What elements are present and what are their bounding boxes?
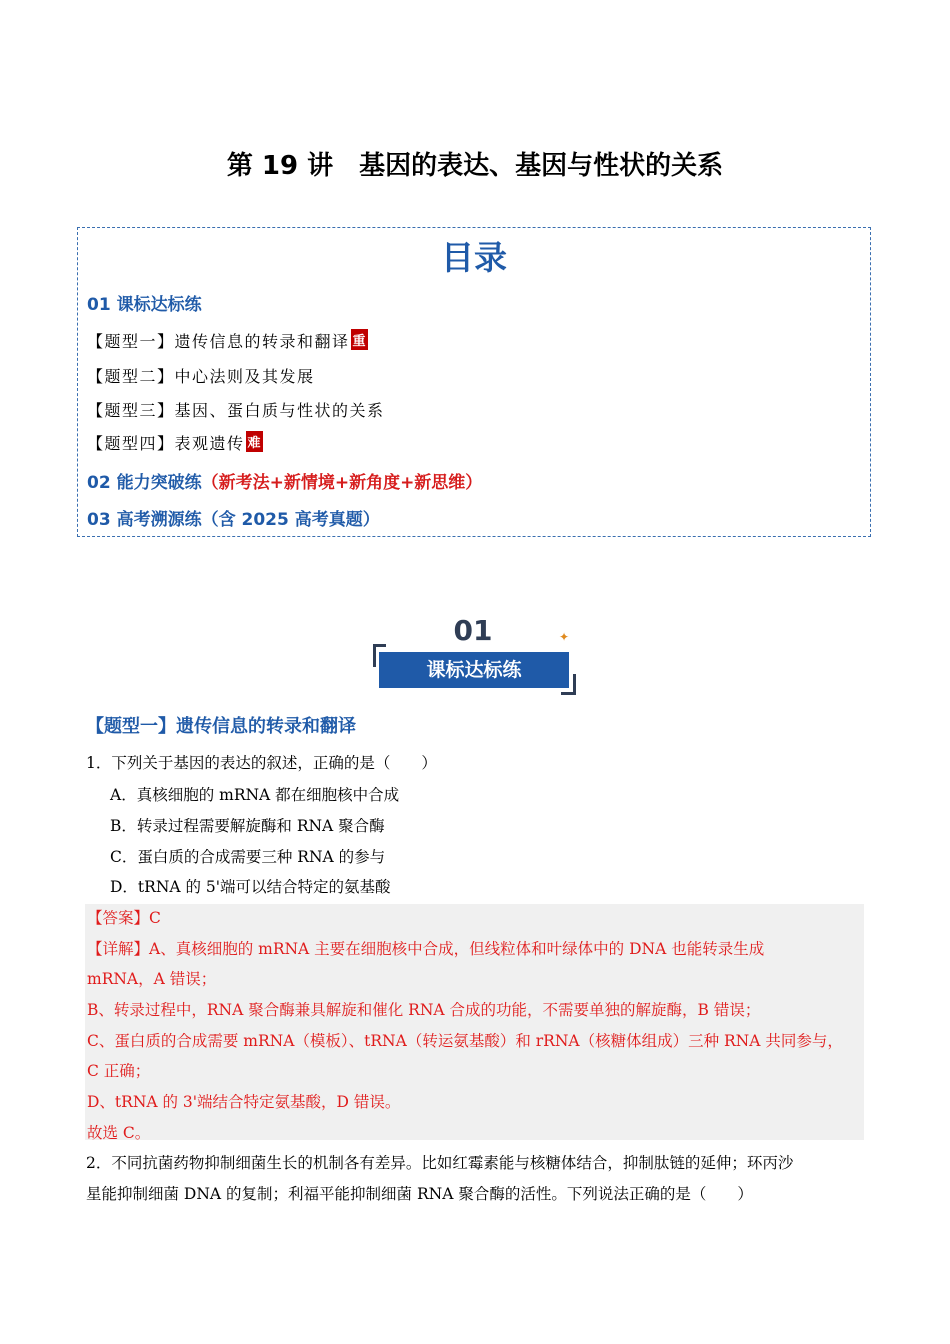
section-badge (373, 614, 579, 694)
explanation-line: 【详解】A、真核细胞的 mRNA 主要在细胞核中合成，但线粒体和叶绿体中的 DNA 也能转录生成 (87, 940, 765, 958)
toc-section-label: 03 高考溯源练（含 2025 高考真题） (87, 510, 380, 530)
toc-section-1[interactable] (87, 290, 202, 315)
toc-item-label: 【题型一】遗传信息的转录和翻译 (87, 332, 350, 351)
toc-item-type2[interactable] (87, 364, 315, 387)
toc-item-type3[interactable] (87, 398, 385, 421)
toc-item-label: 【题型二】中心法则及其发展 (87, 367, 315, 386)
option-b: B．转录过程需要解旋酶和 RNA 聚合酶 (110, 817, 385, 835)
key-point-badge: 重 (351, 329, 368, 350)
toc-item-type4[interactable] (87, 431, 263, 454)
toc-heading: 目录 (441, 238, 507, 277)
answer-line: 【答案】C (87, 909, 161, 927)
toc-section-label: 01 课标达标练 (87, 295, 202, 315)
toc-item-label: 【题型四】表观遗传 (87, 434, 245, 453)
section-label: 课标达标练 (379, 652, 569, 688)
toc-item-label: 【题型三】基因、蛋白质与性状的关系 (87, 401, 385, 420)
page-title: 第 19 讲 基因的表达、基因与性状的关系 (226, 151, 724, 181)
explanation-line: D、tRNA 的 3'端结合特定氨基酸，D 错误。 (87, 1093, 401, 1111)
toc-section-2[interactable] (87, 468, 482, 493)
conclusion-line: 故选 C。 (87, 1124, 151, 1142)
sparkle-icon: ✦ (559, 630, 570, 644)
explanation-line: C、蛋白质的合成需要 mRNA（模板）、tRNA（转运氨基酸）和 rRNA（核糖体组成）三种 RNA 共同参与， (87, 1032, 843, 1050)
toc-section-extra: （新考法+新情境+新角度+新思维） (201, 473, 483, 493)
bracket-decoration (561, 674, 576, 695)
answer-explanation-box (85, 904, 864, 1140)
question-1-stem: 1．下列关于基因的表达的叙述，正确的是（ ） (86, 754, 437, 772)
explanation-line: C 正确； (87, 1062, 151, 1080)
difficult-badge: 难 (246, 431, 263, 452)
section-number: 01 (453, 614, 493, 647)
option-d: D．tRNA 的 5'端可以结合特定的氨基酸 (110, 878, 391, 896)
question-type-heading: 【题型一】遗传信息的转录和翻译 (86, 716, 356, 737)
toc-section-label: 02 能力突破练 (87, 473, 202, 493)
toc-item-type1[interactable] (87, 329, 368, 352)
table-of-contents (77, 227, 871, 537)
explanation-line: B、转录过程中，RNA 聚合酶兼具解旋和催化 RNA 合成的功能，不需要单独的解旋酶，B 错误； (87, 1001, 761, 1019)
question-2-line: 2．不同抗菌药物抑制细菌生长的机制各有差异。比如红霉素能与核糖体结合，抑制肽链的延伸；环丙沙 (86, 1154, 794, 1172)
question-2-line: 星能抑制细菌 DNA 的复制；利福平能抑制细菌 RNA 聚合酶的活性。下列说法正确的是（ ） (86, 1185, 753, 1203)
option-a: A．真核细胞的 mRNA 都在细胞核中合成 (110, 786, 400, 804)
explanation-line: mRNA，A 错误； (87, 970, 217, 988)
toc-section-3[interactable] (87, 505, 380, 530)
option-c: C．蛋白质的合成需要三种 RNA 的参与 (110, 848, 386, 866)
